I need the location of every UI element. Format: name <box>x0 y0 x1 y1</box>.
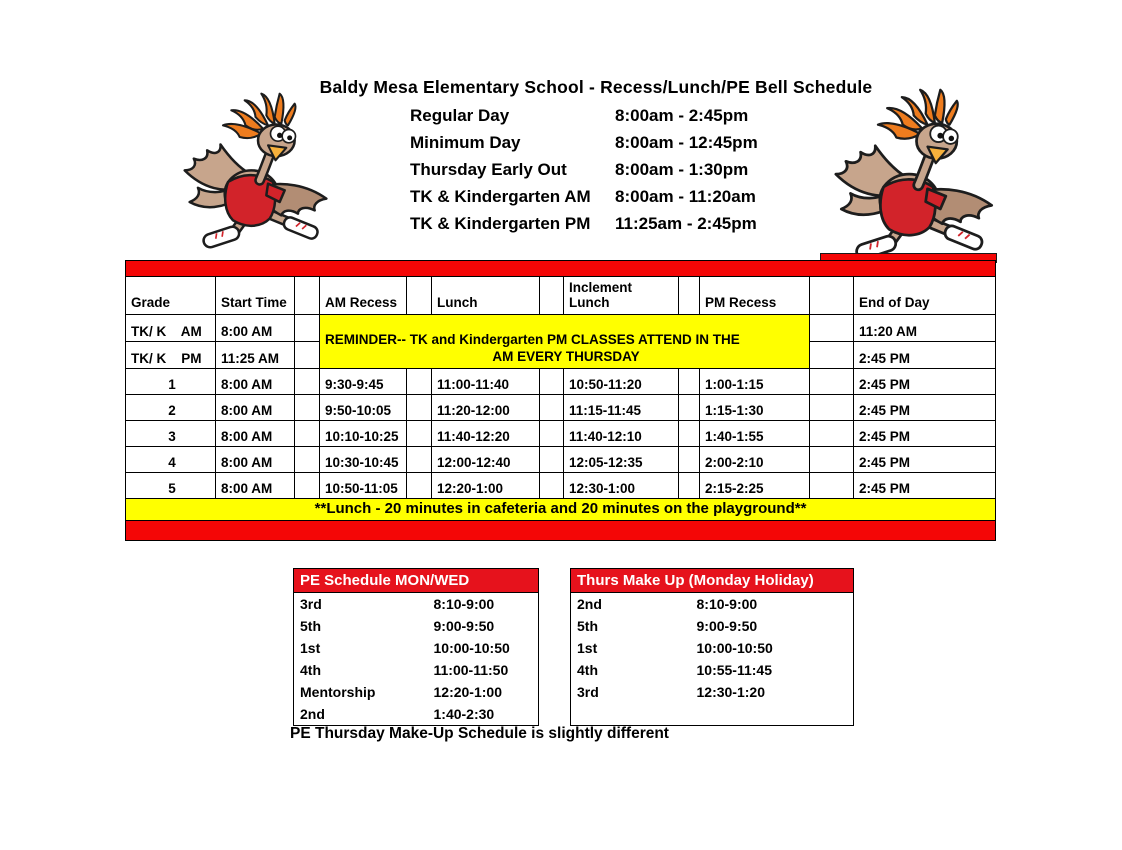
table-row <box>571 659 854 681</box>
day-type-list <box>410 102 758 237</box>
thurs-makeup-table <box>570 568 854 726</box>
separator-cell <box>810 473 854 499</box>
end-of-day-cell: 2:45 PM <box>854 342 996 369</box>
table-row <box>571 615 854 637</box>
am-recess-cell: 10:10-10:25 <box>320 421 407 447</box>
pe-time-cell: 12:30-1:20 <box>696 684 765 700</box>
column-header-inclement-lunch: Inclement Lunch <box>564 277 679 315</box>
pe-grade-cell: 5th <box>577 618 598 634</box>
lunch-cell: 11:20-12:00 <box>432 395 540 421</box>
start-time-cell: 11:25 AM <box>216 342 295 369</box>
day-type-label: Minimum Day <box>410 133 521 152</box>
reminder-banner <box>320 315 810 369</box>
pe-grade-cell: 4th <box>300 662 321 678</box>
separator-cell <box>540 395 564 421</box>
thurs-makeup-title: Thurs Make Up (Monday Holiday) <box>571 569 854 593</box>
start-time-cell: 8:00 AM <box>216 447 295 473</box>
red-divider-bar <box>126 261 996 277</box>
day-type-row <box>410 183 758 210</box>
reminder-line-1: REMINDER-- TK and Kindergarten PM CLASSES ATTEND IN THE <box>325 331 740 347</box>
table-row <box>126 421 996 447</box>
end-of-day-cell: 11:20 AM <box>854 315 996 342</box>
pe-time-cell: 10:55-11:45 <box>696 662 773 678</box>
start-time-cell: 8:00 AM <box>216 473 295 499</box>
pm-recess-cell: 1:00-1:15 <box>700 369 810 395</box>
inclement-lunch-cell: 10:50-11:20 <box>564 369 679 395</box>
column-header-pm-recess: PM Recess <box>700 277 810 315</box>
reminder-line-2: AM EVERY THURSDAY <box>492 349 640 365</box>
separator-cell <box>810 369 854 395</box>
separator-cell <box>407 277 432 315</box>
separator-cell <box>810 277 854 315</box>
end-of-day-cell: 2:45 PM <box>854 421 996 447</box>
pe-thursday-footnote: PE Thursday Make-Up Schedule is slightly different <box>290 725 669 742</box>
grade-cell: 1 <box>126 369 216 395</box>
separator-cell <box>295 395 320 421</box>
day-type-time: 8:00am - 11:20am <box>615 187 756 206</box>
separator-cell <box>295 277 320 315</box>
day-type-time: 8:00am - 1:30pm <box>615 160 749 179</box>
pe-grade-cell: 1st <box>300 640 321 656</box>
separator-cell <box>295 342 320 369</box>
pe-time-cell: 9:00-9:50 <box>696 618 758 634</box>
red-divider-bar <box>126 521 996 541</box>
separator-cell <box>540 277 564 315</box>
day-type-row <box>410 129 758 156</box>
table-row <box>126 447 996 473</box>
pe-grade-cell: 2nd <box>300 706 325 722</box>
day-type-row <box>410 102 758 129</box>
table-row <box>126 473 996 499</box>
separator-cell <box>679 421 700 447</box>
start-time-cell: 8:00 AM <box>216 421 295 447</box>
grade-cell: 3 <box>126 421 216 447</box>
table-row <box>571 681 854 703</box>
end-of-day-cell: 2:45 PM <box>854 369 996 395</box>
lunch-cell: 11:40-12:20 <box>432 421 540 447</box>
separator-cell <box>810 447 854 473</box>
column-header-start-time: Start Time <box>216 277 295 315</box>
pm-recess-cell: 1:40-1:55 <box>700 421 810 447</box>
day-type-label: TK & Kindergarten AM <box>410 187 591 206</box>
pe-time-cell: 8:10-9:00 <box>433 596 495 612</box>
am-recess-cell: 9:50-10:05 <box>320 395 407 421</box>
separator-cell <box>540 421 564 447</box>
end-of-day-cell: 2:45 PM <box>854 473 996 499</box>
pe-grade-cell: 2nd <box>577 596 602 612</box>
pe-time-cell: 10:00-10:50 <box>696 640 773 656</box>
start-time-cell: 8:00 AM <box>216 395 295 421</box>
pe-time-cell: 11:00-11:50 <box>433 662 509 678</box>
pe-schedule-header <box>294 569 539 593</box>
pm-recess-cell: 2:00-2:10 <box>700 447 810 473</box>
bell-schedule-table <box>125 260 996 541</box>
grade-cell: 2 <box>126 395 216 421</box>
separator-cell <box>679 447 700 473</box>
roadrunner-mascot-icon <box>813 88 1009 264</box>
start-time-cell: 8:00 AM <box>216 369 295 395</box>
inclement-lunch-cell: 11:15-11:45 <box>564 395 679 421</box>
separator-cell <box>407 473 432 499</box>
separator-cell <box>679 473 700 499</box>
table-row <box>294 615 539 637</box>
pe-schedule-table <box>293 568 539 726</box>
separator-cell <box>295 421 320 447</box>
separator-cell <box>810 395 854 421</box>
pe-grade-cell: Mentorship <box>300 684 376 700</box>
separator-cell <box>810 315 854 342</box>
separator-cell <box>810 342 854 369</box>
table-row <box>294 593 539 616</box>
roadrunner-mascot-icon <box>163 92 343 252</box>
inclement-lunch-cell: 12:30-1:00 <box>564 473 679 499</box>
grade-cell: 4 <box>126 447 216 473</box>
separator-cell <box>295 473 320 499</box>
lunch-cell: 12:20-1:00 <box>432 473 540 499</box>
day-type-label: Thursday Early Out <box>410 160 567 179</box>
pm-recess-cell: 2:15-2:25 <box>700 473 810 499</box>
separator-cell <box>407 447 432 473</box>
column-header-lunch: Lunch <box>432 277 540 315</box>
grade-cell: TK/ K PM <box>126 342 216 369</box>
separator-cell <box>540 447 564 473</box>
pe-grade-cell: 5th <box>300 618 321 634</box>
table-row <box>126 395 996 421</box>
table-row <box>571 593 854 616</box>
table-row <box>126 369 996 395</box>
pe-grade-cell: 3rd <box>577 684 599 700</box>
separator-cell <box>295 369 320 395</box>
am-recess-cell: 10:30-10:45 <box>320 447 407 473</box>
day-type-time: 8:00am - 12:45pm <box>615 133 758 152</box>
separator-cell <box>810 421 854 447</box>
pe-time-cell: 12:20-1:00 <box>433 684 502 700</box>
grade-cell: TK/ K AM <box>126 315 216 342</box>
day-type-time: 11:25am - 2:45pm <box>615 214 757 233</box>
column-header-grade: Grade <box>126 277 216 315</box>
pm-recess-cell: 1:15-1:30 <box>700 395 810 421</box>
separator-cell <box>407 421 432 447</box>
lunch-cell: 11:00-11:40 <box>432 369 540 395</box>
separator-cell <box>540 473 564 499</box>
separator-cell <box>679 277 700 315</box>
pe-schedule-title: PE Schedule MON/WED <box>294 569 539 593</box>
separator-cell <box>679 369 700 395</box>
lunch-note-banner <box>126 499 996 521</box>
start-time-cell: 8:00 AM <box>216 315 295 342</box>
day-type-row <box>410 210 758 237</box>
end-of-day-cell: 2:45 PM <box>854 447 996 473</box>
separator-cell <box>295 315 320 342</box>
table-row <box>294 703 539 726</box>
lunch-note: **Lunch - 20 minutes in cafeteria and 20 minutes on the playground** <box>126 499 996 521</box>
thurs-makeup-header <box>571 569 854 593</box>
day-type-label: TK & Kindergarten PM <box>410 214 591 233</box>
column-header-am-recess: AM Recess <box>320 277 407 315</box>
pe-time-cell: 10:00-10:50 <box>433 640 510 656</box>
lunch-cell: 12:00-12:40 <box>432 447 540 473</box>
column-header-end-of-day: End of Day <box>854 277 996 315</box>
pe-time-cell: 8:10-9:00 <box>696 596 758 612</box>
day-type-label: Regular Day <box>410 106 510 125</box>
am-recess-cell: 10:50-11:05 <box>320 473 407 499</box>
pe-grade-cell: 4th <box>577 662 598 678</box>
separator-cell <box>407 395 432 421</box>
pe-grade-cell: 3rd <box>300 596 322 612</box>
pe-time-cell: 9:00-9:50 <box>433 618 495 634</box>
grade-cell: 5 <box>126 473 216 499</box>
table-header-row <box>126 277 996 315</box>
table-row-tk-am <box>126 315 996 342</box>
empty-row <box>571 703 854 726</box>
inclement-lunch-cell: 11:40-12:10 <box>564 421 679 447</box>
table-row <box>571 637 854 659</box>
table-row <box>294 659 539 681</box>
table-row <box>294 681 539 703</box>
am-recess-cell: 9:30-9:45 <box>320 369 407 395</box>
table-row <box>294 637 539 659</box>
separator-cell <box>295 447 320 473</box>
separator-cell <box>540 369 564 395</box>
day-type-row <box>410 156 758 183</box>
day-type-time: 8:00am - 2:45pm <box>615 106 749 125</box>
separator-cell <box>679 395 700 421</box>
page-title: Baldy Mesa Elementary School - Recess/Lunch/PE Bell Schedule <box>319 77 873 97</box>
end-of-day-cell: 2:45 PM <box>854 395 996 421</box>
pe-time-cell: 1:40-2:30 <box>433 706 495 722</box>
separator-cell <box>407 369 432 395</box>
inclement-lunch-cell: 12:05-12:35 <box>564 447 679 473</box>
pe-grade-cell: 1st <box>577 640 598 656</box>
